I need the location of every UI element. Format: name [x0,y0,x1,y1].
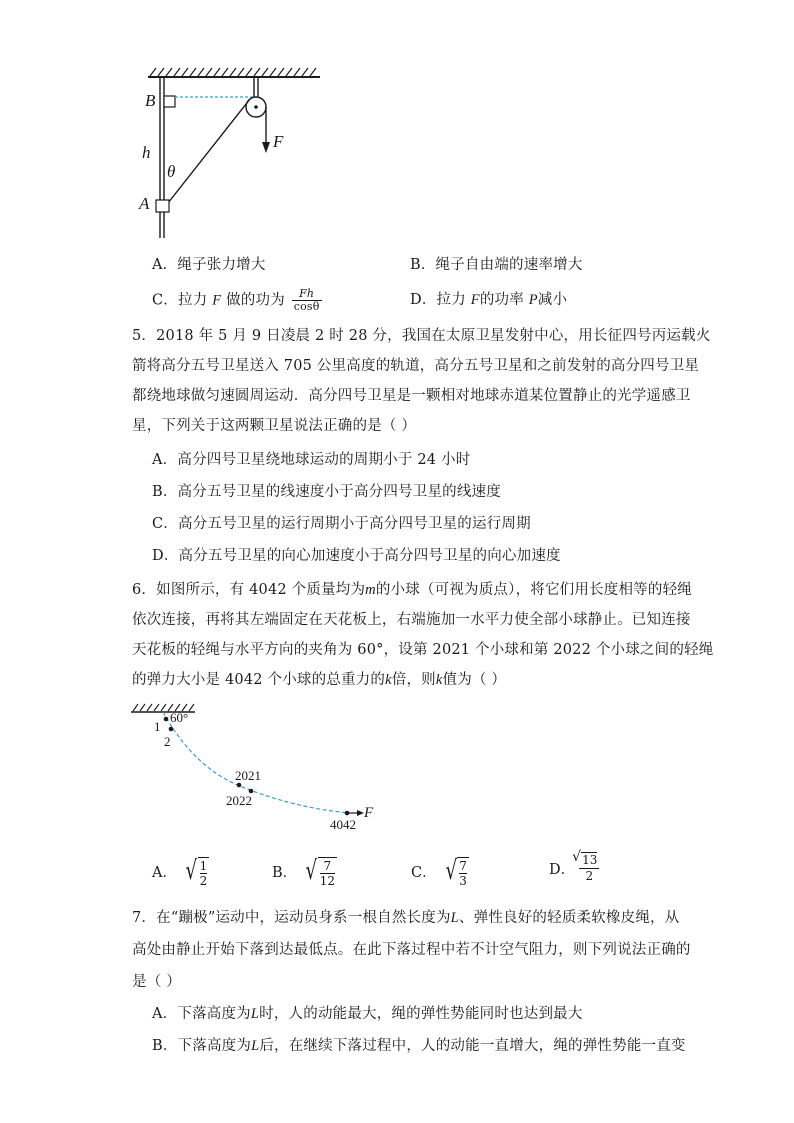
q4-option-c-prefix: C．拉力 [152,292,208,309]
sqrt-expression [303,853,337,889]
q7-option-a-a: A．下落高度为 [152,1006,251,1022]
q6-var-m: m [365,582,376,598]
q5-option-a: A．高分四号卫星绕地球运动的周期小于 24 小时 [152,452,471,468]
q4-option-a: A．绳子张力增大 [152,257,266,273]
q4-option-d-mid: 的功率 [479,292,524,308]
q4-option-d-var1: F [470,292,480,308]
numerator: 7 [320,859,335,874]
radicand [318,857,337,889]
q6-line-3: 天花板的轻绳与水平方向的夹角为 60°，设第 2021 个小球和第 2022 个小球之间的轻绳 [132,642,714,658]
sqrt-expression [443,853,469,889]
q5-line-3: 都绕地球做匀速圆周运动．高分四号卫星是一颗相对地球赤道某位置静止的光学遥感卫 [132,388,691,404]
q5-option-d: D．高分五号卫星的向心加速度小于高分四号卫星的向心加速度 [152,548,561,564]
pulley-figure [130,60,330,245]
label-B: B [145,91,156,110]
q7-var-L: L [450,910,459,926]
q7-line-1-b: 、弹性良好的轻质柔软橡皮绳，从 [458,910,680,926]
radicand [198,857,210,889]
sqrt-expression [183,853,209,889]
q5-option-b: B．高分五号卫星的线速度小于高分四号卫星的线速度 [152,484,501,500]
force-label: F [364,805,374,821]
q6-line-4-a: 的弹力大小是 4042 个小球的总重力的 [132,672,386,688]
q4-option-d-suffix: 减小 [537,292,568,308]
q7-line-1-a: 7．在“蹦极”运动中，运动员身系一根自然长度为 [132,910,451,926]
q5-option-c: C．高分五号卫星的运行周期小于高分四号卫星的运行周期 [152,516,531,532]
q4-option-d-prefix: D．拉力 [410,292,466,308]
q7-option-b-a: B．下落高度为 [152,1038,252,1054]
q7-line-2: 高处由静止开始下落到达最低点。在此下落过程中若不计空气阻力，则下列说法正确的 [132,942,691,958]
q4-option-c [152,288,322,313]
q5-line-1: 5．2018 年 5 月 9 日凌晨 2 时 28 分，我国在太原卫星发射中心，用长征四号丙运载火 [132,328,711,344]
ball-1-label: 1 [154,719,161,734]
q7-option-b-b: 后，在继续下落过程中，人的动能一直增大，绳的弹性势能一直变 [259,1038,686,1054]
q6-line-1-a: 6．如图所示，有 4042 个质量均为 [132,582,366,598]
q5-line-4: 星，下列关于这两颗卫星说法正确的是（ ） [132,418,417,434]
q6-option-d [549,853,599,884]
q6-var-k2: k [435,672,443,688]
q6-line-4-b: 倍，则 [391,672,436,688]
q7-line-1 [132,908,679,928]
q6-line-1 [132,580,692,600]
sqrt-13: √ 13 [581,852,597,867]
q7-option-b [152,1036,686,1056]
radicand [457,857,469,889]
numerator [579,853,599,869]
numerator: 1 [199,859,208,873]
fraction-numerator: Fh [292,288,322,301]
q6-option-b-label: B． [272,864,298,881]
radical-sign: √ [445,856,457,886]
denominator: 3 [459,874,467,888]
q6-option-c [411,853,469,889]
q4-option-b: B．绳子自由端的速率增大 [410,257,583,273]
q6-option-a [152,853,209,889]
label-F: F [273,132,284,151]
q6-line-2: 依次连接，再将其左端固定在天花板上，右端施加一水平力使全部小球静止。已知连接 [132,612,691,628]
q4-option-d-var2: P [528,292,538,308]
denominator: 2 [199,874,208,888]
ball-2021-label: 2021 [235,768,261,783]
fraction-expression [579,853,599,884]
q4-option-c-var: F [212,292,222,309]
q6-var-k1: k [385,672,392,688]
q6-line-4 [132,670,506,690]
q4-option-d [410,290,567,310]
q7-option-a-b: 时，人的动能最大，绳的弹性势能同时也达到最大 [259,1006,583,1022]
denominator: 2 [585,869,594,883]
q6-option-d-label: D． [549,862,576,878]
q4-option-c-fraction [292,288,322,313]
q5-line-2: 箭将高分五号卫星送入 705 公里高度的轨道，高分五号卫星和之前发射的高分四号卫星 [132,358,700,374]
angle-label: 60° [170,710,189,725]
q6-line-1-b: 的小球（可视为质点），将它们用长度相等的轻绳 [375,582,692,598]
q6-option-c-label: C． [411,864,437,881]
q7-option-a-var: L [250,1006,260,1022]
q6-line-4-c: 值为（ ） [442,672,507,688]
ball-2022-label: 2022 [226,793,252,808]
radical-sign: √ [185,856,198,886]
fraction-denominator: cosθ [293,300,320,313]
numerator: 7 [459,859,467,873]
q7-line-3: 是（ ） [132,974,181,990]
q7-option-a [152,1004,583,1024]
q7-option-b-var: L [251,1038,260,1054]
ball-4042-label: 4042 [330,817,356,832]
radical-sign: √ [305,856,318,886]
label-h: h [142,143,151,162]
denominator: 12 [319,874,336,888]
label-theta: θ [167,162,176,181]
q6-option-b [272,853,337,889]
q4-option-c-mid: 做的功为 [226,292,285,309]
ball-2-label: 2 [164,734,171,749]
label-A: A [139,194,150,213]
q6-option-a-label: A． [152,864,177,881]
